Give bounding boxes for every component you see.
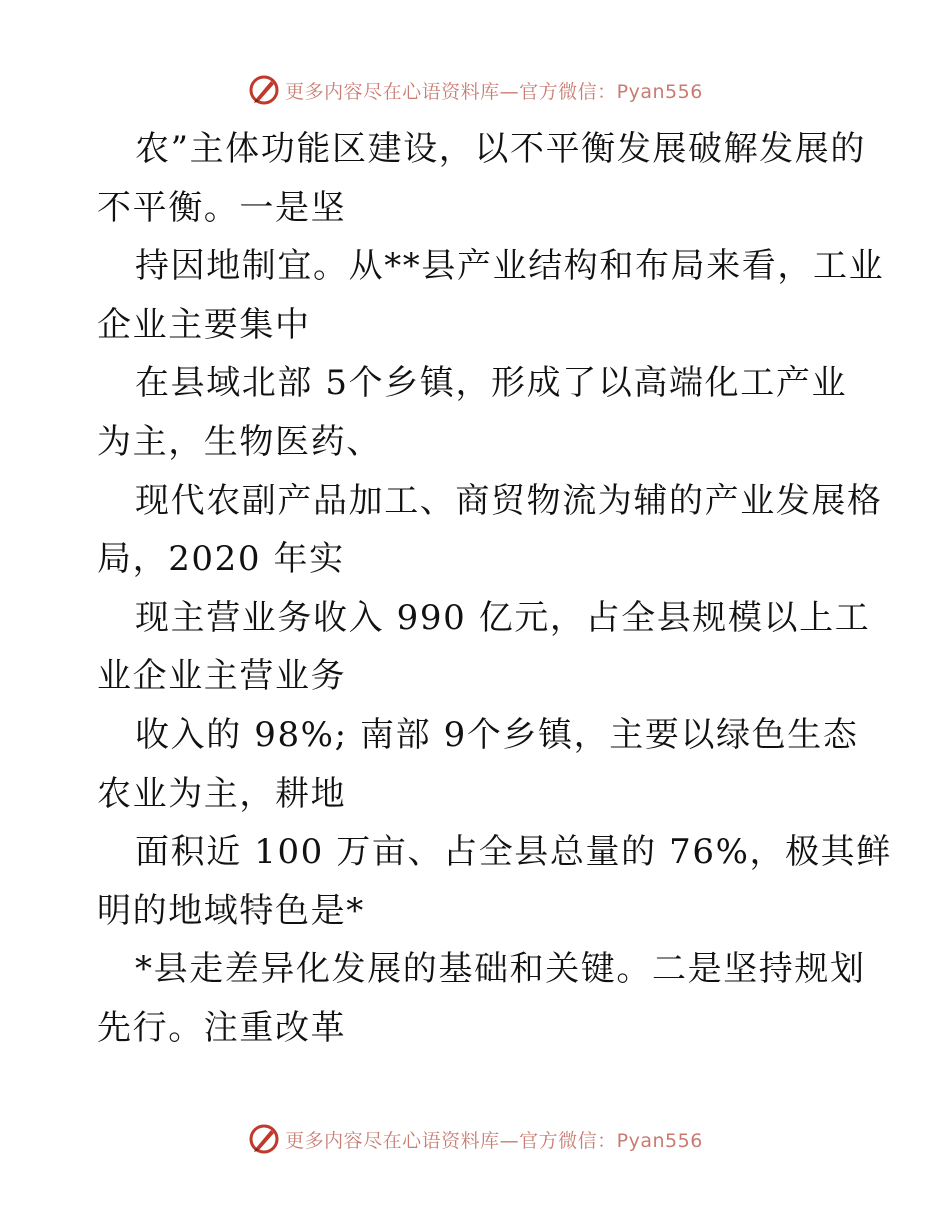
paragraph-6: [97, 706, 867, 823]
text-line: 为主，生物医药、: [97, 421, 382, 462]
text-line: 农业为主，耕地: [97, 773, 347, 814]
footer-watermark: [0, 1119, 950, 1159]
text-line: 现主营业务收入 990 亿元，占全县规模以上工: [135, 597, 871, 638]
text-line: 局，2020 年实: [97, 539, 345, 580]
text-line: 先行。注重改革: [97, 1007, 347, 1048]
watermark-text: 更多内容尽在心语资料库—官方微信：Pyan556: [285, 80, 703, 103]
paragraph-1: [97, 120, 867, 237]
watermark-text: 更多内容尽在心语资料库—官方微信：Pyan556: [285, 1129, 703, 1152]
paragraph-5: [97, 589, 871, 706]
text-line: 明的地域特色是*: [97, 890, 365, 931]
text-line: 农”主体功能区建设，以不平衡发展破解发展的: [135, 129, 866, 169]
text-line: 不平衡。一是坚: [97, 187, 347, 228]
text-line: 收入的 98%; 南部 9个乡镇，主要以绿色生态: [135, 714, 859, 755]
text-line: 面积近 100 万亩、占全县总量的 76%，极其鲜: [135, 832, 892, 873]
pen-logo-icon: [247, 73, 281, 107]
paragraph-3: [97, 354, 867, 471]
paragraph-7: [97, 823, 892, 940]
text-line: 持因地制宜。从**县产业结构和布局来看，工业: [135, 246, 885, 287]
text-line: 企业主要集中: [97, 304, 311, 345]
text-line: 在县域北部 5个乡镇，形成了以高端化工产业: [135, 363, 848, 404]
paragraph-4: [97, 472, 883, 589]
paragraph-2: [97, 237, 885, 354]
text-line: 现代农副产品加工、商贸物流为辅的产业发展格: [135, 480, 883, 521]
document-body: [97, 120, 892, 1058]
text-line: 业企业主营业务: [97, 656, 347, 697]
text-line: *县走差异化发展的基础和关键。二是坚持规划: [135, 949, 866, 990]
paragraph-8: [97, 940, 867, 1057]
pen-logo-icon: [247, 1122, 281, 1156]
header-watermark: [0, 70, 950, 110]
